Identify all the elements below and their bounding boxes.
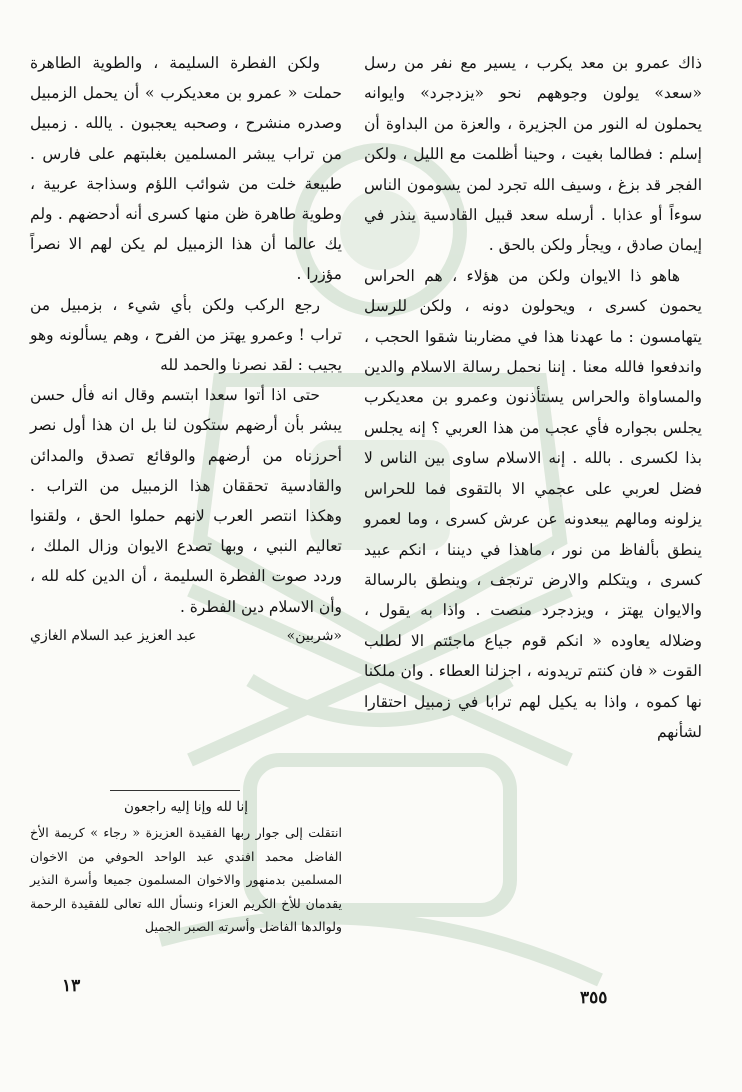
left-paragraph-2: رجع الركب ولكن بأي شيء ، بزمبيل من تراب ! وعمرو يهتز من الفرح ، وهم يسألونه وهو يجيب : لقد نصرنا والحمد لله xyxy=(30,295,342,375)
obituary-heading: إنا لله وإنا إليه راجعون xyxy=(124,799,248,815)
right-column xyxy=(364,48,702,747)
page-number-left: ١٣ xyxy=(62,976,81,996)
signature-place: «شربين» xyxy=(286,627,342,644)
section-divider xyxy=(110,790,240,791)
left-paragraph-3: حتى اذا أتوا سعدا ابتسم وقال انه فأل حسن يبشر بأن أرضهم ستكون لنا بل ان هذا أول نصر أحرزناه من أرضهم والوقائع تصدق والمدائن والقادسية تحققان هذا الزمبيل من التراب . وهكذا انتصر العرب لانهم حملوا الحق ، ولقنوا تعاليم النبي ، وبها تصدع الايوان وزال الملك ، وردد صوت الفطرة السليمة ، أن الدين كله لله ، وأن الاسلام دين الفطرة . xyxy=(30,386,342,616)
author-signature xyxy=(30,624,342,648)
left-paragraph-1: ولكن الفطرة السليمة ، والطوية الطاهرة حملت « عمرو بن معديكرب » أن يحمل الزمبيل وصدره منشرح ، وصحبه يعجبون . يالله . زمبيل من تراب يبشر المسلمين بغلبتهم على فارس . طبيعة خلت من شوائب اللؤم وسذاجة عربية ، وطوية طاهرة ظن منها كسرى أنه أدحضهم . ولم يك عالما أن هذا الزمبيل لم يكن لهم الا نصراً مؤزرا . xyxy=(30,54,342,284)
signature-name: عبد العزيز عبد السلام الغازي xyxy=(30,627,197,644)
right-paragraph-1: ذاك عمرو بن معد يكرب ، يسير مع نفر من رسل «سعد» يولون وجوههم نحو «يزدجرد» وايوانه يحملون له النور من الجزيرة ، والعزة من البداوة أن إسلم : فطالما بغيت ، وحينا أظلمت مع الليل ، ولكن الفجر قد بزغ ، وسيف الله تجرد لمن يسومون الناس سوءاً أو عذابا . أرسله سعد قبيل القادسية ينذر في إيمان صادق ، ويجأر ولكن بالحق . xyxy=(364,54,702,255)
right-paragraph-2: هاهو ذا الايوان ولكن من هؤلاء ، هم الحراس يحمون كسرى ، ويحولون دونه ، ولكن للرسل يتهامسون : ما عهدنا هذا في مضاربنا شقوا الحجب ، واندفعوا فالله معنا . إننا نحمل رسالة الاسلام والدين والمساواة والحراس يستأذنون وعمرو بن معديكرب يجلس بجواره فأي عجب من هذا العربي ؟ إنه يجلس بذا لكسرى . بالله . إنه الاسلام ساوى بين الناس لا فضل لعربي على عجمي الا بالتقوى فما للحراس يزلونه ومالهم يبعدونه عن عرش كسرى ، وما لعمرو ينطق بألفاظ من نور ، ماهذا في ديننا ، انكم عبيد كسرى ، ويتكلم والارض ترتجف ، وينطق بالرسالة والايوان يهتز ، ويزدجرد منصت . واذا به يقول ، وضلاله يعاوده « انكم قوم جياع ماجئتم الا لطلب القوت « فان كنتم تريدونه ، اجزلنا العطاء . وان ملكنا نها كموه ، واذا به يكيل لهم ترابا في زمبيل احتقارا لشأنهم xyxy=(364,266,702,741)
obituary-notice xyxy=(30,795,342,939)
left-column xyxy=(30,48,342,648)
obituary-text: انتقلت إلى جوار ربها الفقيدة العزيزة « رجاء » كريمة الأخ الفاضل محمد افندي عبد الواحد الحوفي من الاخوان المسلمين بدمنهور والاخوان المسلمون جميعا وأسرة النذير يقدمان للأخ الكريم العزاء ونسأل الله تعالى للفقيدة الرحمة ولوالدها الفاضل وأسرته الصبر الجميل xyxy=(30,825,342,934)
page-number-right: ٣٥٥ xyxy=(580,988,608,1008)
